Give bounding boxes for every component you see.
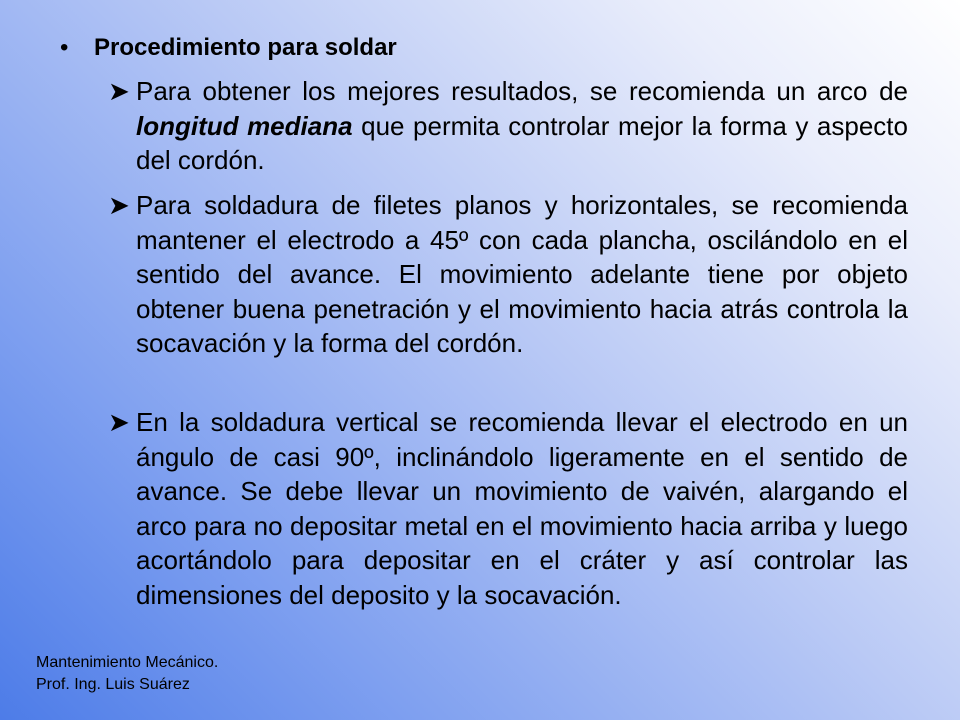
list-item-text [136, 74, 908, 178]
item-text-before: Para obtener los mejores resultados, se recomienda un arco de [136, 76, 908, 106]
footer-course: Mantenimiento Mecánico. [36, 654, 219, 671]
arrow-bullet-icon: ➤ [108, 190, 130, 220]
item-text-after: que permita controlar mejor la forma y aspecto del cordón. [136, 110, 908, 175]
bullet-icon: • [60, 34, 69, 61]
list-item-text: En la soldadura vertical se recomienda llevar el electrodo en un ángulo de casi 90º, inclinándolo ligeramente en el sentido de avance. Se debe llevar un movimiento de vaivén, alargando el arco para no depositar metal en el movimiento hacia arriba y luego acortándolo para depositar en el cráter y así controlar las dimensiones del deposito y la socavación. [136, 407, 908, 610]
arrow-bullet-icon: ➤ [108, 407, 130, 437]
arrow-bullet-icon: ➤ [108, 76, 130, 106]
footer-author: Prof. Ing. Luis Suárez [36, 676, 190, 693]
footer [36, 652, 218, 696]
list-item-text: Para soldadura de filetes planos y horizontales, se recomienda mantener el electrodo a 45º con cada plancha, oscilándolo en el sentido del avance. El movimiento adelante tiene por objeto obtener buena penetración y el movimiento hacia atrás controla la socavación y la forma del cordón. [136, 190, 908, 358]
item-text-emphasis: longitud mediana [136, 110, 353, 141]
slide-heading [60, 32, 397, 64]
slide-title: Procedimiento para soldar [94, 34, 397, 61]
